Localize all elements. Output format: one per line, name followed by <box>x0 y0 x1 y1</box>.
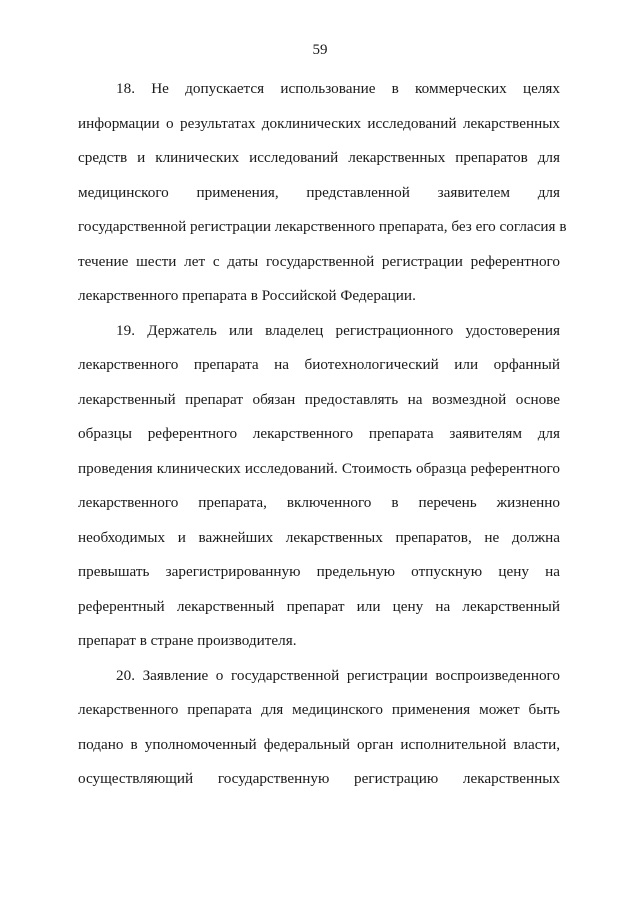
text-line: проведения клинических исследований. Стоимость образца референтного <box>78 459 560 477</box>
text-line: лекарственного препарата, включенного в перечень жизненно <box>78 494 560 511</box>
text-line: средств и клинических исследований лекарственных препаратов для <box>78 149 560 166</box>
text-line: течение шести лет с даты государственной регистрации референтного <box>78 252 560 270</box>
text-line: осуществляющий государственную регистрацию лекарственных <box>78 770 560 787</box>
text-line: 19. Держатель или владелец регистрационного удостоверения <box>116 321 560 339</box>
text-line: 18. Не допускается использование в коммерческих целях <box>116 80 560 97</box>
text-line: 20. Заявление о государственной регистрации воспроизведенного <box>116 666 560 684</box>
text-line: подано в уполномоченный федеральный орган исполнительной власти, <box>78 735 560 753</box>
paragraph-20 <box>78 667 560 805</box>
text-line: препарат в стране производителя. <box>78 632 297 649</box>
text-line: лекарственного препарата для медицинского применения может быть <box>78 701 560 718</box>
text-line: образцы референтного лекарственного препарата заявителям для <box>78 425 560 442</box>
text-line: государственной регистрации лекарственного препарата, без его согласия в <box>78 218 567 235</box>
document-body <box>78 80 567 805</box>
text-line: медицинского применения, представленной заявителем для <box>78 183 560 201</box>
paragraph-19 <box>78 322 560 667</box>
text-line: лекарственный препарат обязан предоставлять на возмездной основе <box>78 390 560 408</box>
text-line: лекарственного препарата в Российской Федерации. <box>78 287 416 304</box>
text-line: необходимых и важнейших лекарственных препаратов, не должна <box>78 528 560 546</box>
text-line: референтный лекарственный препарат или цену на лекарственный <box>78 597 560 615</box>
page-number: 59 <box>312 42 328 58</box>
text-line: лекарственного препарата на биотехнологический или орфанный <box>78 356 560 373</box>
paragraph-18 <box>78 80 567 322</box>
text-line: информации о результатах доклинических исследований лекарственных <box>78 114 560 132</box>
text-line: превышать зарегистрированную предельную отпускную цену на <box>78 563 560 580</box>
